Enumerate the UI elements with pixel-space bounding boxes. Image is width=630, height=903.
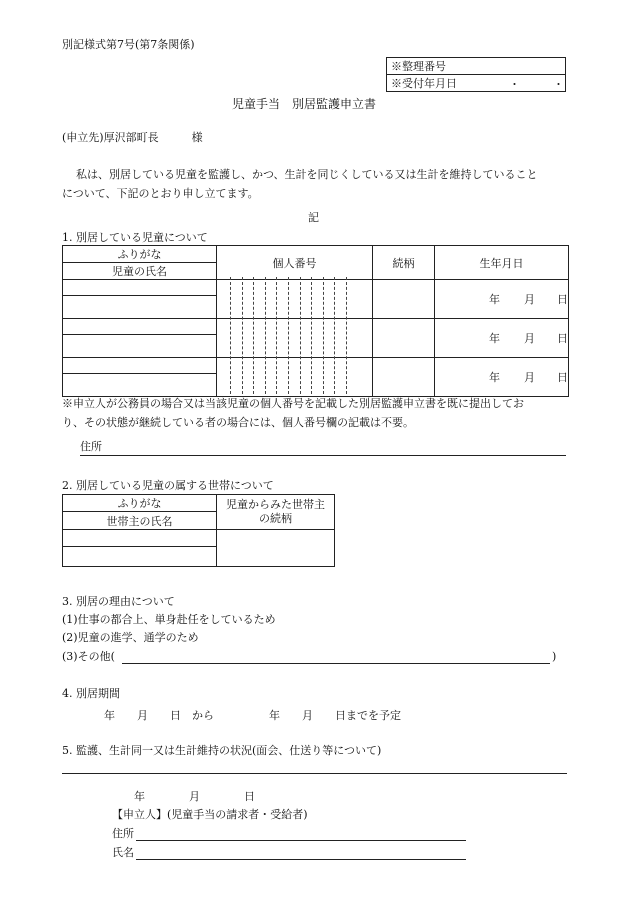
- address-label: 住所: [80, 440, 102, 453]
- note-line-1: ※申立人が公務員の場合又は当該児童の個人番号を記載した別居監護申立書を既に提出してお: [62, 397, 524, 410]
- digit-divider: [276, 277, 277, 394]
- child-3-relation-cell[interactable]: [373, 358, 435, 397]
- reception-date-label: ※受付年月日: [391, 77, 457, 90]
- applicant-address-underline[interactable]: [136, 840, 466, 841]
- year-label: 年: [489, 332, 500, 345]
- child-1-relation-cell[interactable]: [373, 280, 435, 319]
- household-relation-header-line1: 児童からみた世帯主: [226, 498, 325, 511]
- page-title: 児童手当 別居監護申立書: [232, 97, 377, 111]
- year-label: 年: [489, 371, 500, 384]
- month-label: 月: [524, 293, 535, 306]
- reception-date-cell: [387, 75, 566, 92]
- child-2-furigana-cell[interactable]: [63, 319, 217, 335]
- year-label: 年: [489, 293, 500, 306]
- day-label: 日: [557, 293, 568, 306]
- applicant-address-label: 住所: [112, 827, 134, 840]
- child-2-number-cell[interactable]: [217, 319, 373, 358]
- digit-divider: [242, 277, 243, 394]
- reason-3-close: ): [552, 650, 557, 663]
- household-name-header: 世帯主の氏名: [63, 512, 217, 530]
- form-id: 別記様式第7号(第7条関係): [62, 38, 195, 51]
- child-1-furigana-cell[interactable]: [63, 280, 217, 296]
- note-line-2: り、その状態が継続している者の場合には、個人番号欄の記載は不要。: [62, 416, 414, 429]
- child-3-birth-cell[interactable]: [435, 358, 569, 397]
- reason-1: (1)仕事の都合上、単身赴任をしているため: [62, 613, 276, 626]
- children-furigana-header: ふりがな: [63, 246, 217, 263]
- address-underline[interactable]: [80, 455, 566, 456]
- section5-heading: 5. 監護、生計同一又は生計維持の状況(面会、仕送り等について): [62, 744, 382, 757]
- digit-divider: [323, 277, 324, 394]
- children-relation-header: 続柄: [373, 246, 435, 280]
- situation-underline[interactable]: [62, 773, 567, 774]
- children-table: [62, 245, 569, 397]
- reception-box: [386, 57, 566, 92]
- separation-period: 年 月 日 から 年 月 日までを予定: [104, 709, 401, 722]
- digit-divider: [346, 277, 347, 394]
- household-furigana-header: ふりがな: [63, 495, 217, 512]
- child-3-furigana-cell[interactable]: [63, 358, 217, 374]
- household-relation-cell[interactable]: [217, 530, 335, 567]
- month-label: 月: [524, 371, 535, 384]
- household-relation-header: [217, 495, 335, 530]
- ki-label: 記: [308, 211, 319, 224]
- children-number-header: 個人番号: [217, 246, 373, 280]
- digit-divider: [288, 277, 289, 394]
- day-label: 日: [557, 332, 568, 345]
- children-birth-header: 生年月日: [435, 246, 569, 280]
- child-2-name-cell[interactable]: [63, 335, 217, 358]
- reference-number-label: ※整理番号: [387, 58, 566, 75]
- household-table: [62, 494, 335, 567]
- month-label: 月: [524, 332, 535, 345]
- reason-2: (2)児童の進学、通学のため: [62, 631, 199, 644]
- household-furigana-cell[interactable]: [63, 530, 217, 547]
- intro-line-1: 私は、別居している児童を監護し、かつ、生計を同じくしている又は生計を維持していること: [76, 168, 538, 181]
- child-3-name-cell[interactable]: [63, 374, 217, 397]
- section4-heading: 4. 別居期間: [62, 687, 120, 700]
- reason-3: (3)その他(: [62, 650, 115, 663]
- child-1-name-cell[interactable]: [63, 296, 217, 319]
- child-2-birth-cell[interactable]: [435, 319, 569, 358]
- digit-divider: [265, 277, 266, 394]
- reception-date-dots: ・ ・: [509, 78, 564, 91]
- day-label: 日: [557, 371, 568, 384]
- digit-divider: [311, 277, 312, 394]
- footer-date: 年 月 日: [134, 790, 255, 803]
- child-1-number-cell[interactable]: [217, 280, 373, 319]
- intro-line-2: について、下記のとおり申し立てます。: [62, 187, 259, 200]
- child-3-number-cell[interactable]: [217, 358, 373, 397]
- section2-heading: 2. 別居している児童の属する世帯について: [62, 479, 274, 492]
- digit-divider: [253, 277, 254, 394]
- reason-3-underline[interactable]: [122, 663, 550, 664]
- digit-divider: [230, 277, 231, 394]
- household-relation-header-line2: の続柄: [259, 512, 292, 525]
- section3-heading: 3. 別居の理由について: [62, 595, 175, 608]
- section1-heading: 1. 別居している児童について: [62, 231, 208, 244]
- child-1-birth-cell[interactable]: [435, 280, 569, 319]
- digit-divider: [300, 277, 301, 394]
- household-name-cell[interactable]: [63, 547, 217, 567]
- child-2-relation-cell[interactable]: [373, 319, 435, 358]
- applicant-heading: 【申立人】(児童手当の請求者・受給者): [112, 808, 308, 821]
- digit-divider: [334, 277, 335, 394]
- applicant-name-label: 氏名: [112, 846, 134, 859]
- addressee: (申立先)厚沢部町長 様: [62, 131, 203, 144]
- children-name-header: 児童の氏名: [63, 263, 217, 280]
- applicant-name-underline[interactable]: [136, 859, 466, 860]
